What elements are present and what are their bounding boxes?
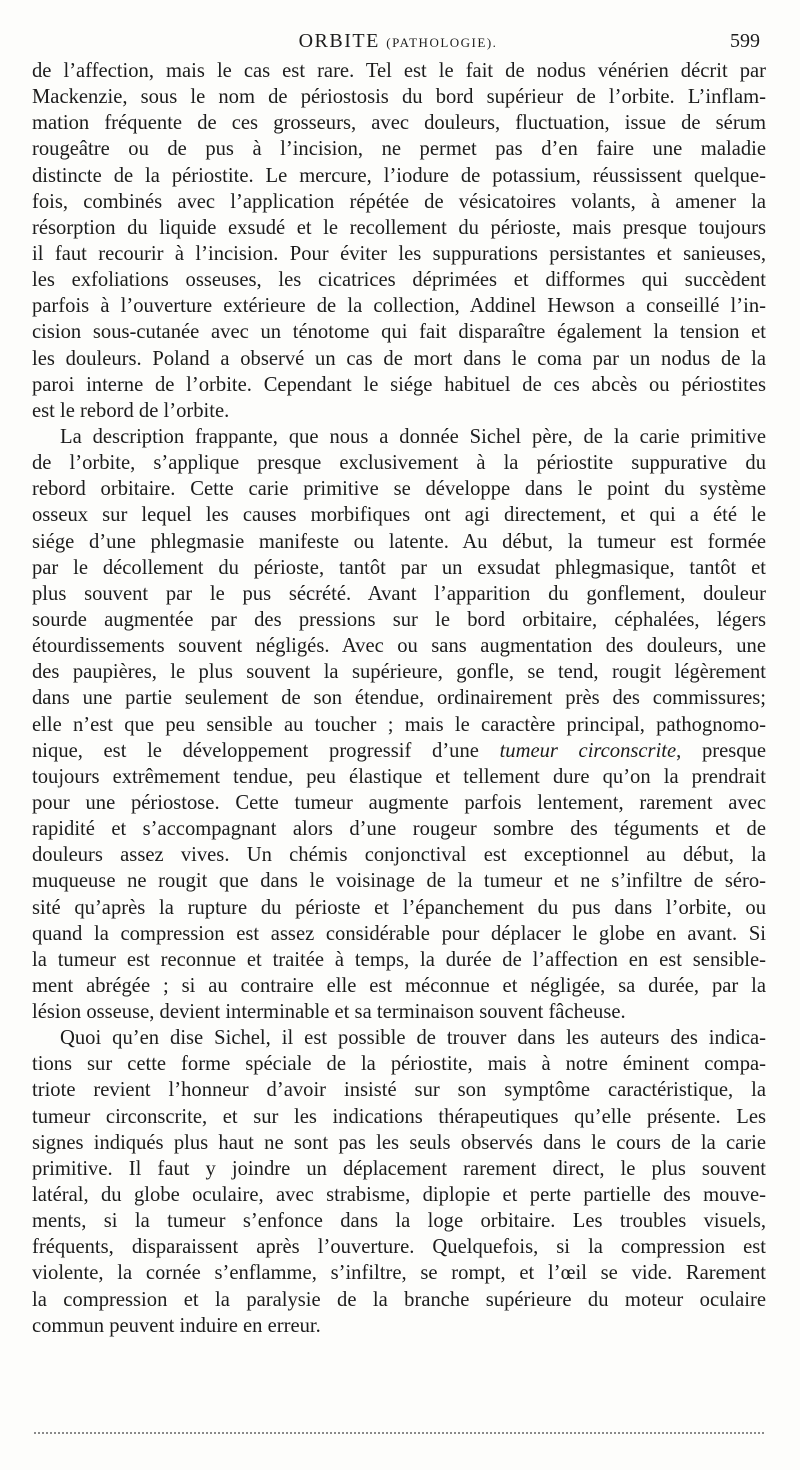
text-line	[32, 58, 766, 84]
text-line-content: ment abrégée ; si au contraire elle est méconnue et négligée, sa durée, par la	[32, 974, 766, 997]
text-line	[32, 502, 766, 528]
text-line-content: commun peuvent induire en erreur.	[32, 1314, 321, 1337]
text-line	[32, 1025, 766, 1051]
text-line-content: distincte de la périostite. Le mercure, l’iodure de potassium, réussissent quelque-	[32, 164, 766, 187]
text-line-content: toujours extrêmement tendue, peu élastique et tellement dure qu’on la prendrait	[32, 765, 766, 788]
running-header	[32, 30, 764, 56]
text-line-content: sité qu’après la rupture du périoste et l’épanchement du pus dans l’orbite, ou	[32, 896, 766, 919]
text-line-content: fréquents, disparaissent après l’ouverture. Quelquefois, si la compression est	[32, 1236, 766, 1259]
text-line-content: ments, si la tumeur s’enfonce dans la loge orbitaire. Les troubles visuels,	[32, 1210, 766, 1233]
text-line	[32, 738, 766, 764]
text-line-content: Quoi qu’en dise Sichel, il est possible de trouver dans les auteurs des indica-	[60, 1027, 766, 1050]
text-line	[32, 372, 766, 398]
text-line-content: elle n’est que peu sensible au toucher ; mais le caractère principal, pathognomo-	[32, 713, 766, 736]
text-line	[32, 607, 766, 633]
text-line	[32, 319, 766, 345]
text-line	[32, 346, 766, 372]
text-line	[32, 921, 766, 947]
text-line-content: par le décollement du périoste, tantôt par un exsudat phlegmasique, tantôt et	[32, 556, 766, 579]
text-line	[32, 973, 766, 999]
text-line	[32, 999, 766, 1025]
text-line	[32, 1130, 766, 1156]
italic-term: tumeur circonscrite	[499, 739, 677, 762]
text-line-content: rebord orbitaire. Cette carie primitive se développe dans le point du système	[32, 478, 766, 501]
text-line	[32, 1051, 766, 1077]
text-line-content: nique, est le développement progressif d’une	[32, 739, 500, 762]
text-line-content: parfois à l’ouverture extérieure de la collection, Addinel Hewson a conseillé l’in-	[32, 295, 766, 318]
text-line-content: triote revient l’honneur d’avoir insisté sur son symptôme caractéristique, la	[32, 1079, 766, 1102]
text-line	[32, 1182, 766, 1208]
text-line-content: Mackenzie, sous le nom de périostosis du bord supérieur de l’orbite. L’inflam-	[32, 86, 766, 109]
text-line	[32, 895, 766, 921]
text-line	[32, 1208, 766, 1234]
text-line-content: muqueuse ne rougit que dans le voisinage de la tumeur et ne s’infiltre de séro-	[32, 870, 766, 893]
running-title	[32, 30, 764, 53]
text-line	[32, 293, 766, 319]
text-line	[32, 476, 766, 502]
text-line	[32, 842, 766, 868]
text-line	[32, 1287, 766, 1313]
text-line	[32, 163, 766, 189]
text-line-content: la tumeur est reconnue et traitée à temps, la durée de l’affection en est sensible-	[32, 948, 766, 971]
text-line	[32, 659, 766, 685]
text-line-content: pour une périostose. Cette tumeur augmente parfois lentement, rarement avec	[32, 791, 766, 814]
text-line-content: tions sur cette forme spéciale de la périostite, mais à notre éminent compa-	[32, 1053, 766, 1076]
text-line	[32, 241, 766, 267]
text-line	[32, 1077, 766, 1103]
text-line	[32, 189, 766, 215]
text-line-content: la compression et la paralysie de la branche supérieure du moteur oculaire	[32, 1288, 766, 1311]
text-line-content: siége d’une phlegmasie manifeste ou latente. Au début, la tumeur est formée	[32, 530, 766, 553]
text-line-content: étourdissements souvent négligés. Avec ou sans augmentation des douleurs, une	[32, 635, 766, 658]
text-line-content: cision sous-cutanée avec un ténotome qui fait disparaître également la tension et	[32, 321, 766, 344]
text-line	[32, 633, 766, 659]
text-line-content: il faut recourir à l’incision. Pour éviter les suppurations persistantes et sanieuses,	[32, 242, 766, 265]
text-line-content: de l’orbite, s’applique presque exclusivement à la périostite suppurative du	[32, 452, 766, 475]
text-line	[32, 84, 766, 110]
text-line	[32, 215, 766, 241]
text-line-content: fois, combinés avec l’application répétée de vésicatoires volants, à amener la	[32, 190, 766, 213]
text-line	[32, 764, 766, 790]
text-line	[32, 1156, 766, 1182]
page-number: 599	[730, 30, 760, 52]
text-line-content: primitive. Il faut y joindre un déplacement rarement direct, le plus souvent	[32, 1157, 766, 1180]
text-line	[32, 816, 766, 842]
text-line	[32, 555, 766, 581]
text-line-content: plus souvent par le pus sécrété. Avant l’apparition du gonflement, douleur	[32, 582, 766, 605]
bottom-dotted-rule	[34, 1432, 764, 1434]
text-line-content: paroi interne de l’orbite. Cependant le siége habituel de ces abcès ou périostites	[32, 373, 766, 396]
text-line	[32, 868, 766, 894]
text-line	[32, 581, 766, 607]
text-line-content: osseux sur lequel les causes morbifiques ont agi directement, et qui a été le	[32, 504, 766, 527]
text-line-content: rougeâtre ou de pus à l’incision, ne permet pas d’en faire une maladie	[32, 138, 766, 161]
running-title-subtitle: (PATHOLOGIE).	[386, 35, 498, 50]
text-line-content: quand la compression est assez considérable pour déplacer le globe en avant. Si	[32, 922, 766, 945]
text-line-content: dans une partie seulement de son étendue, ordinairement près des commissures;	[32, 687, 766, 710]
text-line-content: violente, la cornée s’enflamme, s’infiltre, se rompt, et l’œil se vide. Rarement	[32, 1262, 766, 1285]
text-line-content: les douleurs. Poland a observé un cas de mort dans le coma par un nodus de la	[32, 347, 766, 370]
text-line-content: signes indiqués plus haut ne sont pas les seuls observés dans le cours de la carie	[32, 1131, 766, 1154]
text-line-content: rapidité et s’accompagnant alors d’une rougeur sombre des téguments et de	[32, 818, 766, 841]
body-text	[32, 58, 766, 1339]
text-line	[32, 790, 766, 816]
text-line	[32, 450, 766, 476]
text-line-content: mation fréquente de ces grosseurs, avec douleurs, fluctuation, issue de sérum	[32, 112, 766, 135]
text-line-content: est le rebord de l’orbite.	[32, 399, 230, 422]
text-line-content: tumeur circonscrite, et sur les indications thérapeutiques qu’elle présente. Les	[32, 1105, 766, 1128]
text-line-content: La description frappante, que nous a donnée Sichel père, de la carie primitive	[60, 425, 766, 448]
text-line	[32, 136, 766, 162]
text-line	[32, 1104, 766, 1130]
text-line	[32, 267, 766, 293]
text-line-content: sourde augmentée par des pressions sur le bord orbitaire, céphalées, légers	[32, 608, 766, 631]
text-line	[32, 110, 766, 136]
text-line	[32, 685, 766, 711]
text-line-content: latéral, du globe oculaire, avec strabisme, diplopie et perte partielle des mouve-	[32, 1184, 766, 1207]
text-line	[32, 424, 766, 450]
text-line	[32, 1260, 766, 1286]
text-line	[32, 1313, 766, 1339]
text-line	[32, 947, 766, 973]
running-title-main: ORBITE	[298, 30, 380, 52]
text-line	[32, 712, 766, 738]
text-line	[32, 1234, 766, 1260]
text-line	[32, 398, 766, 424]
text-line-content: lésion osseuse, devient interminable et sa terminaison souvent fâcheuse.	[32, 1001, 626, 1024]
text-line-tail: , presque	[676, 739, 766, 762]
text-line-content: des paupières, le plus souvent la supérieure, gonfle, se tend, rougit légèrement	[32, 661, 766, 684]
text-line-content: les exfoliations osseuses, les cicatrices déprimées et difformes qui succèdent	[32, 269, 766, 292]
text-line	[32, 529, 766, 555]
text-line-content: résorption du liquide exsudé et le recollement du périoste, mais presque toujours	[32, 216, 766, 239]
text-line-content: de l’affection, mais le cas est rare. Tel est le fait de nodus vénérien décrit par	[32, 60, 766, 82]
text-line-content: douleurs assez vives. Un chémis conjonctival est exceptionnel au début, la	[32, 844, 766, 867]
